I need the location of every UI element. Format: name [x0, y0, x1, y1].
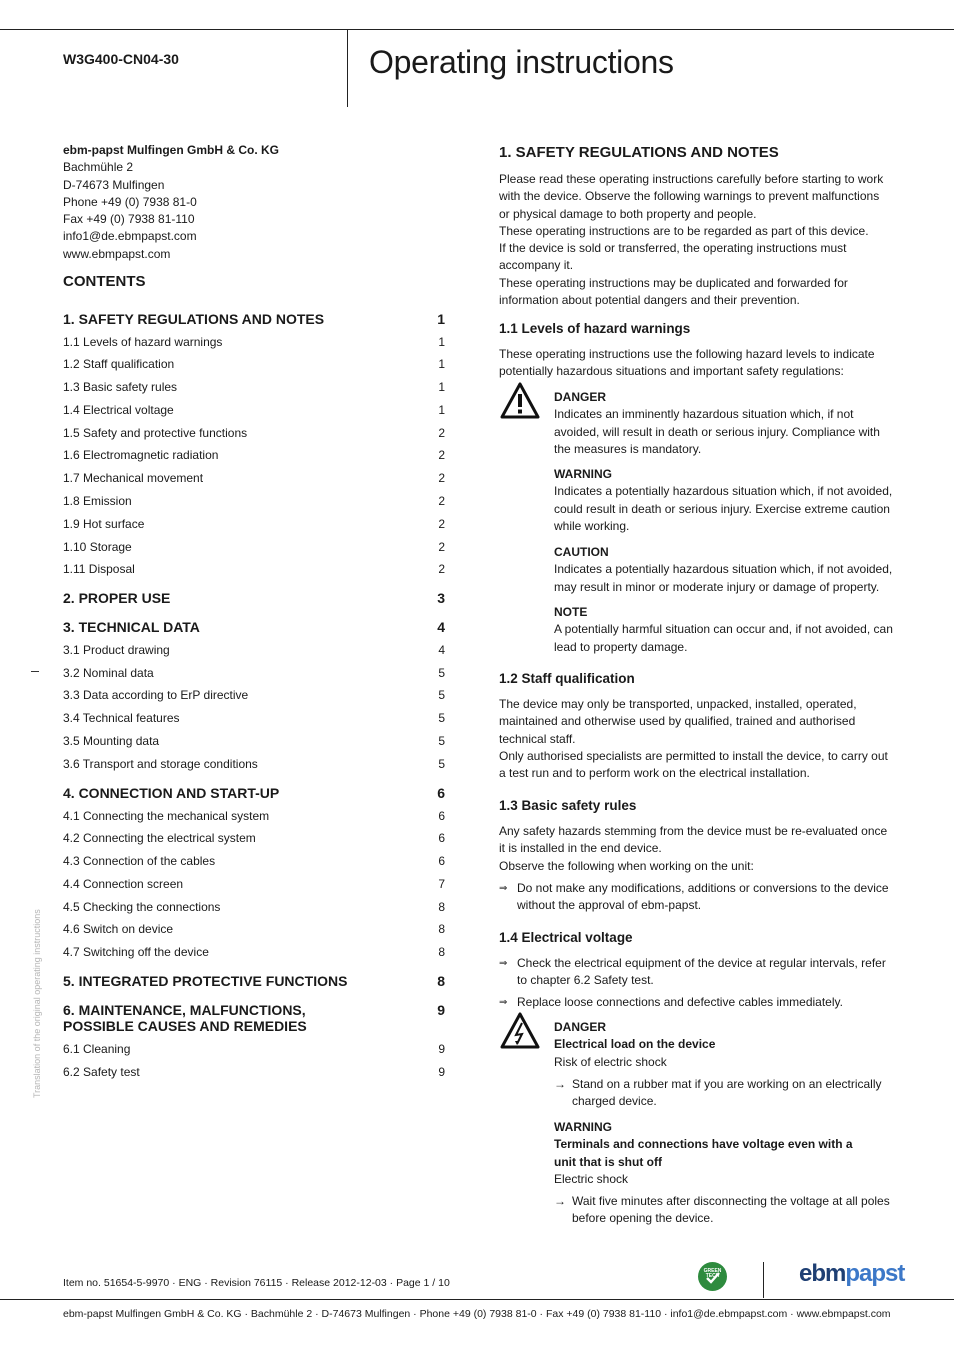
- toc-entry: [63, 831, 445, 845]
- toc-label: 4.6 Switch on device: [63, 922, 174, 936]
- toc-page-number: 8: [438, 945, 445, 959]
- action-item: [554, 1076, 894, 1111]
- hazard-level-label: CAUTION: [554, 545, 609, 559]
- toc-label: 1.10 Storage: [63, 540, 132, 554]
- paragraph: [499, 346, 891, 381]
- hazard-level-label: WARNING: [554, 467, 612, 481]
- toc-entry: [63, 877, 445, 891]
- toc-label: 1. SAFETY REGULATIONS AND NOTES: [63, 311, 325, 327]
- action-text: Stand on a rubber mat if you are working on an electrically charged device.: [572, 1077, 882, 1109]
- toc-entry: [63, 643, 445, 657]
- bullet-text: Replace loose connections and defective cables immediately.: [517, 995, 843, 1009]
- toc-page-number: 1: [438, 357, 445, 371]
- toc-label: 4.5 Checking the connections: [63, 900, 221, 914]
- website-line: www.ebmpapst.com: [63, 246, 171, 261]
- toc-page-number: 9: [437, 1002, 445, 1018]
- toc-page-number: 6: [438, 831, 445, 845]
- hazard-level-text: A potentially harmful situation can occur and, if not avoided, can lead to property damage.: [554, 622, 893, 654]
- paragraph: If the device is sold or transferred, the operating instructions must accompany it.: [499, 241, 847, 273]
- right-arrow-icon: →: [554, 1194, 566, 1208]
- toc-page-number: 6: [437, 785, 445, 801]
- toc-page-number: 2: [438, 448, 445, 462]
- toc-entry: [63, 494, 445, 508]
- hazard-level-warning: [554, 466, 894, 535]
- footer-divider: [763, 1262, 764, 1298]
- action-text: Wait five minutes after disconnecting the voltage at all poles before opening the device.: [572, 1194, 890, 1226]
- toc-page-number: 5: [438, 666, 445, 680]
- right-arrow-icon: →: [554, 1077, 566, 1091]
- toc-page-number: 7: [438, 877, 445, 891]
- toc-label: 2. PROPER USE: [63, 590, 171, 606]
- hazard-level-text: Indicates a potentially hazardous situation which, if not avoided, could result in death or serious injury. Exercise extreme caution while working.: [554, 484, 893, 533]
- toc-page-number: 4: [437, 619, 445, 635]
- electrical-hazard-icon: [500, 1012, 540, 1050]
- toc-entry: [63, 922, 445, 936]
- paragraph: These operating instructions are to be regarded as part of this device.: [499, 223, 869, 238]
- warning-triangle-icon: [500, 382, 540, 420]
- fold-mark: [31, 671, 39, 672]
- toc-label: 1.4 Electrical voltage: [63, 403, 174, 417]
- header-divider: [347, 29, 348, 107]
- toc-entry: [63, 380, 445, 394]
- paragraph: Please read these operating instructions carefully before starting to work with the device. Observe the following warnings to prevent malfunctions or physical damage to both property and people.: [499, 172, 884, 221]
- subsection-heading: 1.4 Electrical voltage: [499, 930, 633, 945]
- toc-entry: [63, 854, 445, 868]
- toc-page-number: 9: [438, 1042, 445, 1056]
- toc-page-number: 2: [438, 471, 445, 485]
- hazard-level-note: [554, 604, 894, 656]
- toc-page-number: 1: [438, 403, 445, 417]
- toc-label: 3.1 Product drawing: [63, 643, 170, 657]
- toc-label: 3.4 Technical features: [63, 711, 180, 725]
- toc-entry: [63, 757, 445, 771]
- hazard-level-label: WARNING: [554, 1120, 612, 1134]
- footer-contact-line: ebm-papst Mulfingen GmbH & Co. KG · Bachmühle 2 · D-74673 Mulfingen · Phone +49 (0) 7938 81-0 · Fax +49 (0) 7938 81-110 · info1@de.ebmpapst.com · www.ebmpapst.com: [63, 1308, 891, 1320]
- toc-page-number: 2: [438, 517, 445, 531]
- toc-page-number: 1: [438, 380, 445, 394]
- paragraph: The device may only be transported, unpacked, installed, operated, maintained and otherwise used by qualified, trained and authorised technical staff.: [499, 697, 857, 746]
- page-title: Operating instructions: [369, 44, 674, 80]
- toc-label: 1.8 Emission: [63, 494, 132, 508]
- hazard-level-caution: [554, 544, 894, 596]
- hazard-level-label: DANGER: [554, 1020, 607, 1034]
- fax-line: Fax +49 (0) 7938 81-110: [63, 212, 195, 227]
- hazard-risk: Risk of electric shock: [554, 1054, 667, 1069]
- hazard-level-label: NOTE: [554, 605, 588, 619]
- toc-label: 4.3 Connection of the cables: [63, 854, 216, 868]
- paragraph: Only authorised specialists are permitted to install the device, to carry out a test run and to perform work on the electrical installation.: [499, 748, 888, 781]
- toc-entry: [63, 403, 445, 417]
- toc-page-number: 8: [437, 973, 445, 989]
- toc-label: 1.7 Mechanical movement: [63, 471, 204, 485]
- bullet-arrow-icon: ⇒: [499, 997, 508, 1008]
- toc-label: 4.4 Connection screen: [63, 877, 184, 891]
- toc-label: 1.5 Safety and protective functions: [63, 426, 248, 440]
- logo-ebm: ebm: [799, 1260, 846, 1287]
- badge-text: GREEN TECH: [703, 1268, 722, 1279]
- toc-entry: [63, 945, 445, 959]
- toc-label: 6. MAINTENANCE, MALFUNCTIONS, POSSIBLE CAUSES AND REMEDIES: [63, 1002, 307, 1034]
- toc-entry: [63, 1002, 445, 1034]
- toc-entry: [63, 1065, 445, 1079]
- toc-entry: [63, 540, 445, 554]
- toc-entry: [63, 900, 445, 914]
- section-heading: 1. SAFETY REGULATIONS AND NOTES: [499, 144, 779, 161]
- hazard-level-text: Indicates a potentially hazardous situation which, if not avoided, may result in minor or moderate injury or damage of property.: [554, 562, 893, 594]
- toc-label: 6.1 Cleaning: [63, 1042, 131, 1056]
- toc-page-number: 4: [438, 643, 445, 657]
- hazard-risk: Electric shock: [554, 1171, 629, 1186]
- paragraph: Observe the following when working on the unit:: [499, 858, 754, 873]
- hazard-title: Electrical load on the device: [554, 1037, 716, 1052]
- checkmark-icon: [698, 1262, 727, 1291]
- toc-label: 3. TECHNICAL DATA: [63, 619, 200, 635]
- contents-heading: CONTENTS: [63, 273, 146, 290]
- toc-page-number: 3: [437, 590, 445, 606]
- toc-page-number: 9: [438, 1065, 445, 1079]
- toc-page-number: 5: [438, 734, 445, 748]
- toc-label: 1.2 Staff qualification: [63, 357, 175, 371]
- toc-entry: [63, 666, 445, 680]
- staff-qualification-text: [499, 696, 891, 782]
- toc-entry: [63, 357, 445, 371]
- logo-papst: papst: [845, 1260, 905, 1287]
- ebmpapst-logo: [799, 1260, 904, 1288]
- toc-page-number: 8: [438, 900, 445, 914]
- toc-entry: [63, 562, 445, 576]
- toc-page-number: 1: [437, 311, 445, 327]
- toc-entry: [63, 973, 445, 989]
- electrical-warning-notice: [554, 1119, 894, 1188]
- toc-label: 3.5 Mounting data: [63, 734, 160, 748]
- toc-label: 1.3 Basic safety rules: [63, 380, 178, 394]
- toc-entry: [63, 426, 445, 440]
- header-top-rule: [0, 29, 954, 30]
- hazard-level-label: DANGER: [554, 390, 607, 404]
- toc-label: 1.1 Levels of hazard warnings: [63, 335, 223, 349]
- green-tech-badge: [698, 1262, 727, 1291]
- toc-label: 5. INTEGRATED PROTECTIVE FUNCTIONS: [63, 973, 348, 989]
- hazard-title: Terminals and connections have voltage even with a unit that is shut off: [554, 1137, 853, 1169]
- toc-label: 3.6 Transport and storage conditions: [63, 757, 258, 771]
- toc-label: 1.11 Disposal: [63, 562, 135, 576]
- bullet-arrow-icon: ⇒: [499, 883, 508, 894]
- toc-page-number: 2: [438, 540, 445, 554]
- toc-label: 3.2 Nominal data: [63, 666, 154, 680]
- paragraph-text: These operating instructions use the following hazard levels to indicate potentially hazardous situations and important safety regulations:: [499, 347, 875, 379]
- toc-entry: [63, 734, 445, 748]
- toc-page-number: 5: [438, 688, 445, 702]
- paragraph: These operating instructions may be duplicated and forwarded for information about potential dangers and their prevention.: [499, 275, 848, 308]
- hazard-level-danger: [554, 389, 894, 458]
- model-number: W3G400-CN04-30: [63, 51, 179, 67]
- email-line: info1@de.ebmpapst.com: [63, 229, 197, 244]
- toc-label: 1.9 Hot surface: [63, 517, 145, 531]
- toc-entry: [63, 448, 445, 462]
- address-line: Bachmühle 2: [63, 160, 134, 175]
- toc-page-number: 1: [438, 335, 445, 349]
- toc-page-number: 2: [438, 562, 445, 576]
- toc-page-number: 5: [438, 757, 445, 771]
- subsection-heading: 1.1 Levels of hazard warnings: [499, 321, 691, 336]
- toc-page-number: 8: [438, 922, 445, 936]
- electrical-danger-notice: [554, 1019, 894, 1071]
- toc-page-number: 6: [438, 809, 445, 823]
- toc-entry: [63, 590, 445, 606]
- bullet-text: Check the electrical equipment of the device at regular intervals, refer to chapter 6.2 Safety test.: [517, 956, 886, 988]
- toc-label: 4. CONNECTION AND START-UP: [63, 785, 280, 801]
- toc-page-number: 6: [438, 854, 445, 868]
- toc-label: 3.3 Data according to ErP directive: [63, 688, 249, 702]
- toc-page-number: 5: [438, 711, 445, 725]
- bullet-item: [499, 955, 891, 990]
- address-block: [63, 142, 279, 263]
- toc-entry: [63, 1042, 445, 1056]
- phone-line: Phone +49 (0) 7938 81-0: [63, 194, 197, 209]
- toc-entry: [63, 471, 445, 485]
- toc-entry: [63, 517, 445, 531]
- toc-label: 6.2 Safety test: [63, 1065, 140, 1079]
- address-line: D-74673 Mulfingen: [63, 177, 165, 192]
- toc-page-number: 2: [438, 426, 445, 440]
- hazard-level-text: Indicates an imminently hazardous situation which, if not avoided, will result in death or serious injury. Compliance with the measures is mandatory.: [554, 407, 880, 456]
- toc-entry: [63, 711, 445, 725]
- toc-entry: [63, 335, 445, 349]
- toc-entry: [63, 311, 445, 327]
- toc-entry: [63, 688, 445, 702]
- section-intro: [499, 171, 891, 309]
- company-name: ebm-papst Mulfingen GmbH & Co. KG: [63, 143, 279, 157]
- toc-label: 1.6 Electromagnetic radiation: [63, 448, 219, 462]
- toc-entry: [63, 785, 445, 801]
- bullet-item: [499, 880, 891, 915]
- footer-rule: [0, 1299, 954, 1300]
- bullet-text: Do not make any modifications, additions or conversions to the device without the approval of ebm-papst.: [517, 881, 889, 913]
- toc-label: 4.1 Connecting the mechanical system: [63, 809, 270, 823]
- subsection-heading: 1.2 Staff qualification: [499, 671, 635, 686]
- action-item: [554, 1193, 894, 1228]
- toc-page-number: 2: [438, 494, 445, 508]
- basic-safety-text: [499, 823, 891, 875]
- toc-entry: [63, 809, 445, 823]
- toc-label: 4.7 Switching off the device: [63, 945, 209, 959]
- subsection-heading: 1.3 Basic safety rules: [499, 798, 637, 813]
- bullet-item: [499, 994, 891, 1011]
- toc-entry: [63, 619, 445, 635]
- bullet-arrow-icon: ⇒: [499, 958, 508, 969]
- toc-label: 4.2 Connecting the electrical system: [63, 831, 256, 845]
- footer-item-line: Item no. 51654-5-9970 · ENG · Revision 76115 · Release 2012-12-03 · Page 1 / 10: [63, 1277, 450, 1289]
- paragraph: Any safety hazards stemming from the device must be re-evaluated once it is installed in the end device.: [499, 824, 888, 856]
- translation-note: Translation of the original operating instructions: [32, 909, 42, 1098]
